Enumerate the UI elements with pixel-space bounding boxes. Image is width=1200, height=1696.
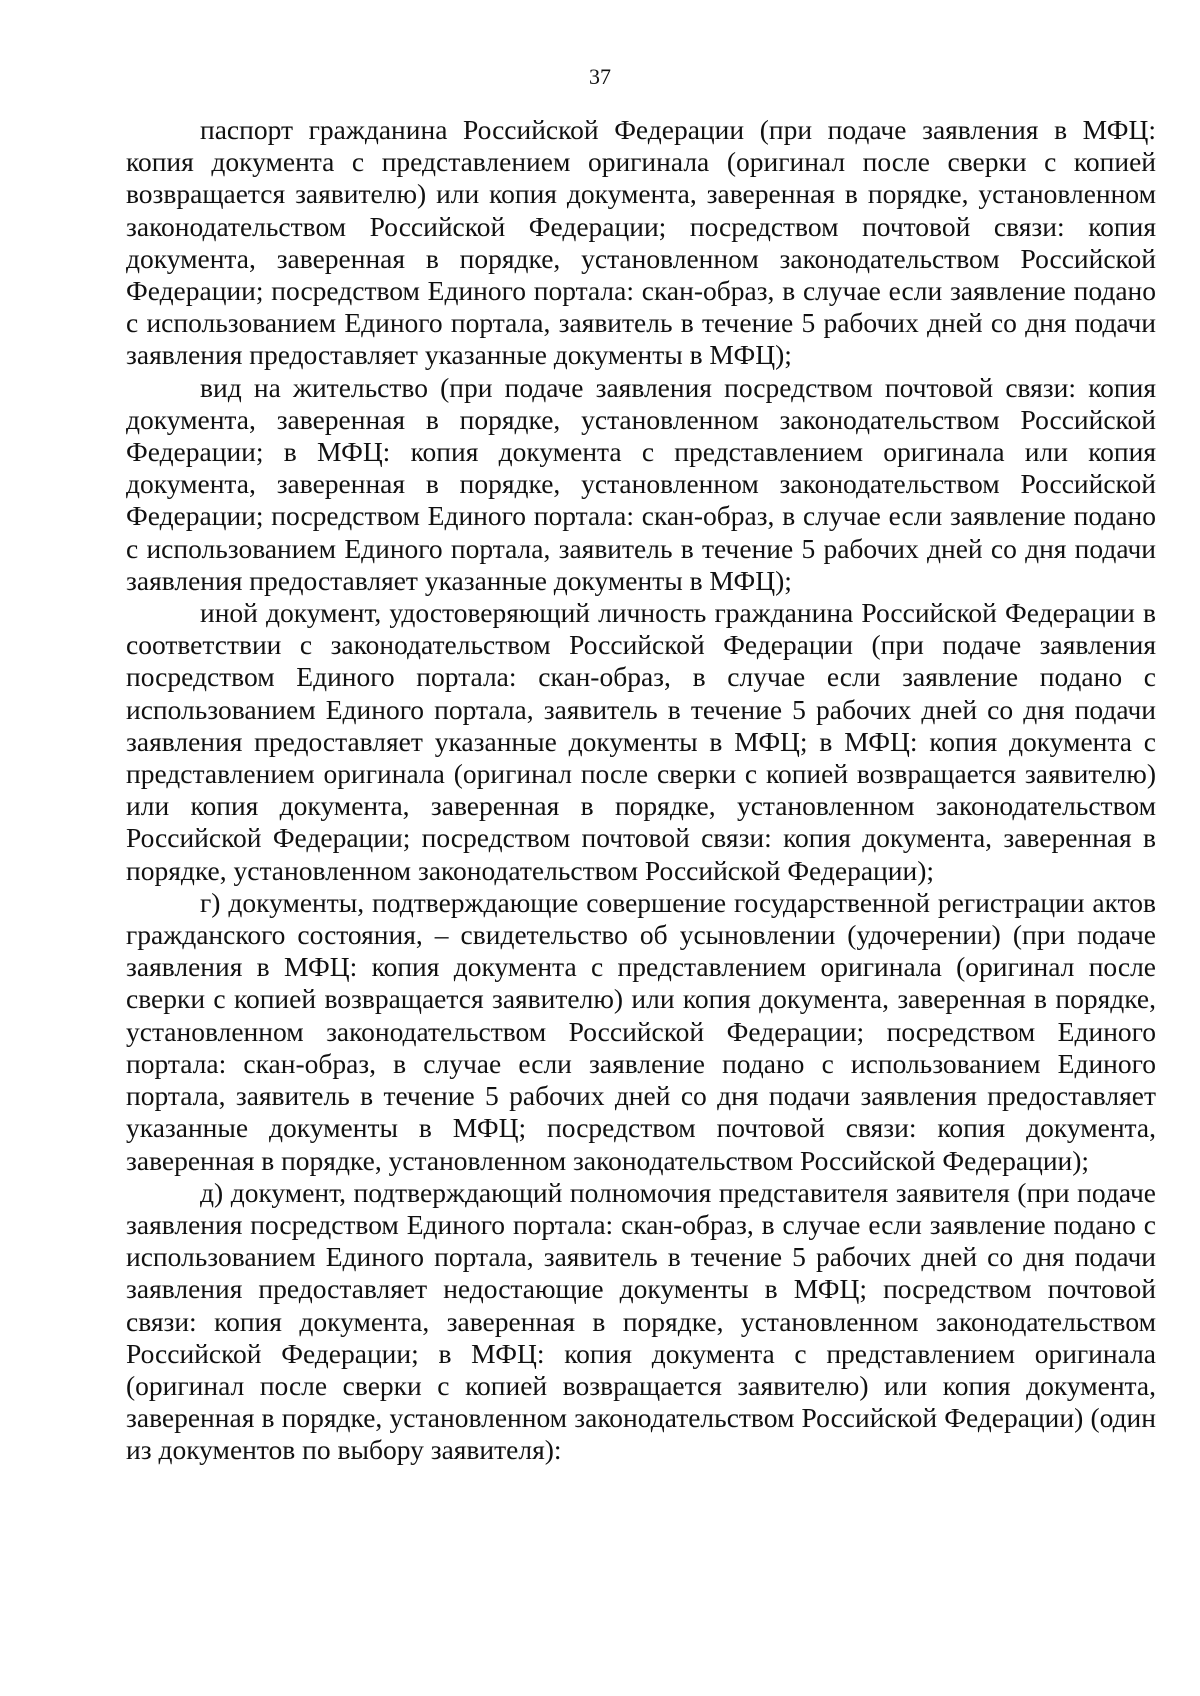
paragraph-passport: паспорт гражданина Российской Федерации (при подаче заявления в МФЦ: копия документа с представлением оригинала (оригинал после сверки с копией возвращается заявителю) или копия документа, заверенная в порядке, установленном законодательством Российской Федерации; посредством почтовой связи: копия документа, заверенная в порядке, установленном законодательством Российской Федерации; посредством Единого портала: скан-образ, в случае если заявление подано с использованием Единого портала, заявитель в течение 5 рабочих дней со дня подачи заявления предоставляет указанные документы в МФЦ); (126, 114, 1156, 371)
paragraph-other-identity-document: иной документ, удостоверяющий личность гражданина Российской Федерации в соответствии с законодательством Российской Федерации (при подаче заявления посредством Единого портала: скан-образ, в случае если заявление подано с использованием Единого портала, заявитель в течение 5 рабочих дней со дня подачи заявления предоставляет указанные документы в МФЦ; в МФЦ: копия документа с представлением оригинала (оригинал после сверки с копией возвращается заявителю) или копия документа, заверенная в порядке, установленном законодательством Российской Федерации; посредством почтовой связи: копия документа, заверенная в порядке, установленном законодательством Российской Федерации); (126, 597, 1156, 886)
paragraph-civil-status-acts: г) документы, подтверждающие совершение государственной регистрации актов гражданского состояния, – свидетельство об усыновлении (удочерении) (при подаче заявления в МФЦ: копия документа с представлением оригинала (оригинал после сверки с копией возвращается заявителю) или копия документа, заверенная в порядке, установленном законодательством Российской Федерации; посредством Единого портала: скан-образ, в случае если заявление подано с использованием Единого портала, заявитель в течение 5 рабочих дней со дня подачи заявления предоставляет указанные документы в МФЦ; посредством почтовой связи: копия документа, заверенная в порядке, установленном законодательством Российской Федерации); (126, 886, 1156, 1176)
document-body (126, 114, 1156, 1467)
paragraph-residence-permit: вид на жительство (при подаче заявления посредством почтовой связи: копия документа, заверенная в порядке, установленном законодательством Российской Федерации; в МФЦ: копия документа с представлением оригинала или копия документа, заверенная в порядке, установленном законодательством Российской Федерации; посредством Единого портала: скан-образ, в случае если заявление подано с использованием Единого портала, заявитель в течение 5 рабочих дней со дня подачи заявления предоставляет указанные документы в МФЦ); (126, 371, 1156, 596)
page-number: 37 (589, 64, 611, 89)
paragraph-representative-authority: д) документ, подтверждающий полномочия представителя заявителя (при подаче заявления посредством Единого портала: скан-образ, в случае если заявление подано с использованием Единого портала, заявитель в течение 5 рабочих дней со дня подачи заявления предоставляет недостающие документы в МФЦ; посредством почтовой связи: копия документа, заверенная в порядке, установленном законодательством Российской Федерации; в МФЦ: копия документа с представлением оригинала (оригинал после сверки с копией возвращается заявителю) или копия документа, заверенная в порядке, установленном законодательством Российской Федерации) (один из документов по выбору заявителя): (126, 1176, 1156, 1466)
